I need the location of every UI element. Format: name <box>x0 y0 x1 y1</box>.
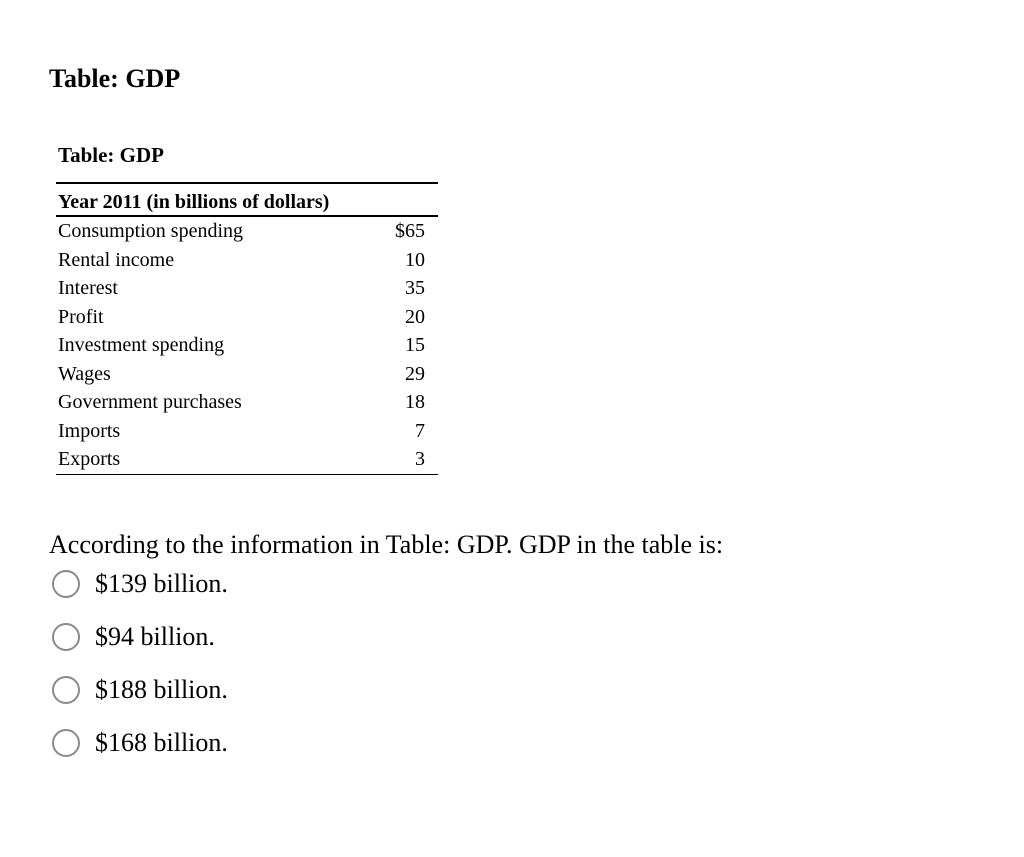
row-value: 35 <box>405 277 425 300</box>
table-row <box>56 246 438 275</box>
table-row <box>56 445 438 474</box>
answer-option-3[interactable] <box>52 671 228 709</box>
row-label: Consumption spending <box>58 220 244 243</box>
table-row <box>56 216 438 246</box>
option-label[interactable]: $188 billion. <box>95 675 228 704</box>
table-row <box>56 360 438 389</box>
option-label[interactable]: $94 billion. <box>95 622 215 651</box>
row-value: 15 <box>405 334 425 357</box>
row-value: $65 <box>395 220 425 243</box>
page-title: Table: GDP <box>49 64 181 93</box>
option-label[interactable]: $168 billion. <box>95 728 228 757</box>
row-value: 29 <box>405 362 425 385</box>
row-value: 20 <box>405 305 425 328</box>
row-label: Profit <box>58 305 104 328</box>
row-label: Wages <box>58 362 111 385</box>
radio-button[interactable] <box>52 623 80 651</box>
answer-options <box>52 565 228 777</box>
table-row <box>56 417 438 446</box>
radio-button[interactable] <box>52 676 80 704</box>
row-label: Imports <box>58 419 121 442</box>
row-value: 7 <box>415 419 425 442</box>
gdp-table-figure <box>56 140 438 475</box>
row-value: 3 <box>365 445 438 474</box>
option-label[interactable]: $139 billion. <box>95 569 228 598</box>
row-label: Government purchases <box>58 391 242 414</box>
question-text: According to the information in Table: GDP. GDP in the table is: <box>49 530 724 559</box>
row-value: 18 <box>405 391 425 414</box>
answer-option-1[interactable] <box>52 565 228 603</box>
table-header: Year 2011 (in billions of dollars) <box>56 183 438 216</box>
table-header-row <box>56 183 438 216</box>
row-label: Interest <box>58 277 118 300</box>
table-row <box>56 303 438 332</box>
table-row <box>56 388 438 417</box>
table-row <box>56 331 438 360</box>
row-label: Investment spending <box>58 334 225 357</box>
row-label: Exports <box>56 445 365 474</box>
radio-button[interactable] <box>52 729 80 757</box>
radio-button[interactable] <box>52 570 80 598</box>
table-caption: Table: GDP <box>58 143 164 167</box>
row-value: 10 <box>405 248 425 271</box>
answer-option-4[interactable] <box>52 724 228 762</box>
gdp-table <box>56 182 438 475</box>
answer-option-2[interactable] <box>52 618 228 656</box>
table-row <box>56 274 438 303</box>
row-label: Rental income <box>58 248 175 271</box>
